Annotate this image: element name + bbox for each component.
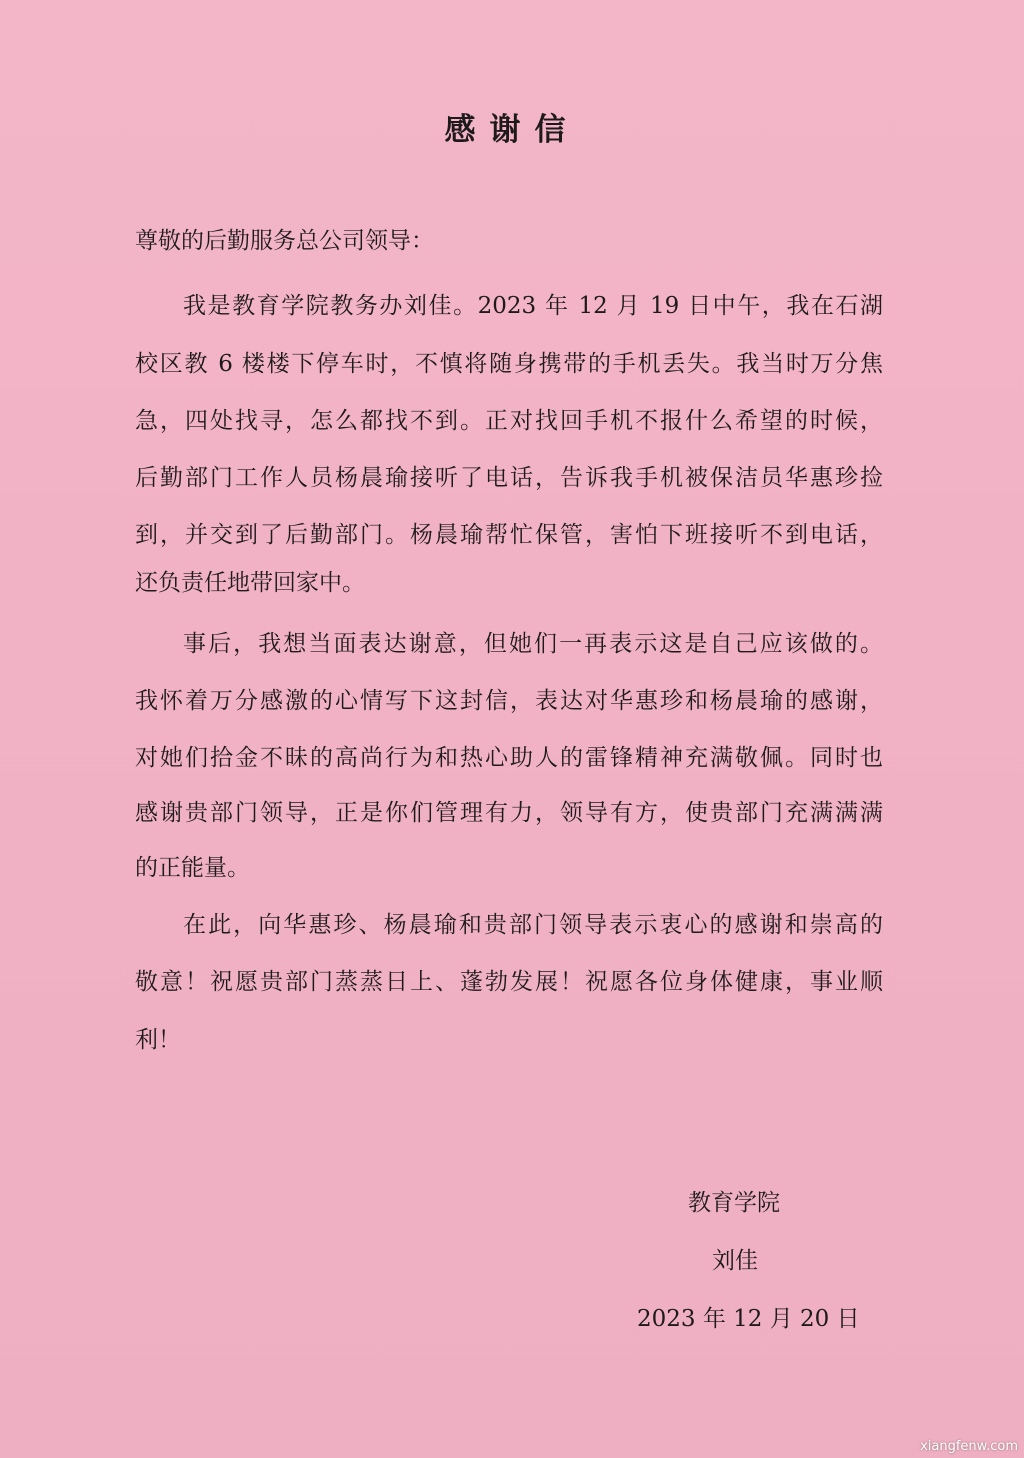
paragraph-2-line-5: 的正能量。 [135,855,250,881]
salutation: 尊敬的后勤服务总公司领导： [135,228,434,254]
paragraph-2-line-2: 我怀着万分感激的心情写下这封信，表达对华惠珍和杨晨瑜的感谢， [135,688,883,714]
site-watermark: xiangfenw.com [920,1439,1018,1454]
paragraph-1-line-4: 后勤部门工作人员杨晨瑜接听了电话，告诉我手机被保洁员华惠珍捡 [135,465,883,491]
paragraph-2-line-3: 对她们拾金不昧的高尚行为和热心助人的雷锋精神充满敬佩。同时也 [135,745,883,771]
signature-org: 教育学院 [688,1190,780,1216]
signature-name: 刘佳 [712,1248,758,1274]
paragraph-3-line-3: 利！ [135,1027,181,1053]
paragraph-3-line-1: 在此，向华惠珍、杨晨瑜和贵部门领导表示衷心的感谢和崇高的 [183,912,883,938]
letter-title: 感谢信 [444,112,580,148]
paragraph-1-line-3: 急，四处找寻，怎么都找不到。正对找回手机不报什么希望的时候， [135,408,883,434]
paragraph-1-line-6: 还负责任地带回家中。 [135,570,365,596]
paragraph-2-line-4: 感谢贵部门领导，正是你们管理有力，领导有方，使贵部门充满满满 [135,800,883,826]
paragraph-2-line-1: 事后，我想当面表达谢意，但她们一再表示这是自己应该做的。 [183,631,883,657]
paragraph-1-line-1: 我是教育学院教务办刘佳。2023 年 12 月 19 日中午，我在石湖 [183,293,883,319]
signature-date: 2023 年 12 月 20 日 [637,1306,860,1332]
paragraph-1-line-5: 到，并交到了后勤部门。杨晨瑜帮忙保管，害怕下班接听不到电话， [135,522,883,548]
paragraph-1-line-2: 校区教 6 楼楼下停车时，不慎将随身携带的手机丢失。我当时万分焦 [135,351,883,377]
paragraph-3-line-2: 敬意！祝愿贵部门蒸蒸日上、蓬勃发展！祝愿各位身体健康，事业顺 [135,969,883,995]
